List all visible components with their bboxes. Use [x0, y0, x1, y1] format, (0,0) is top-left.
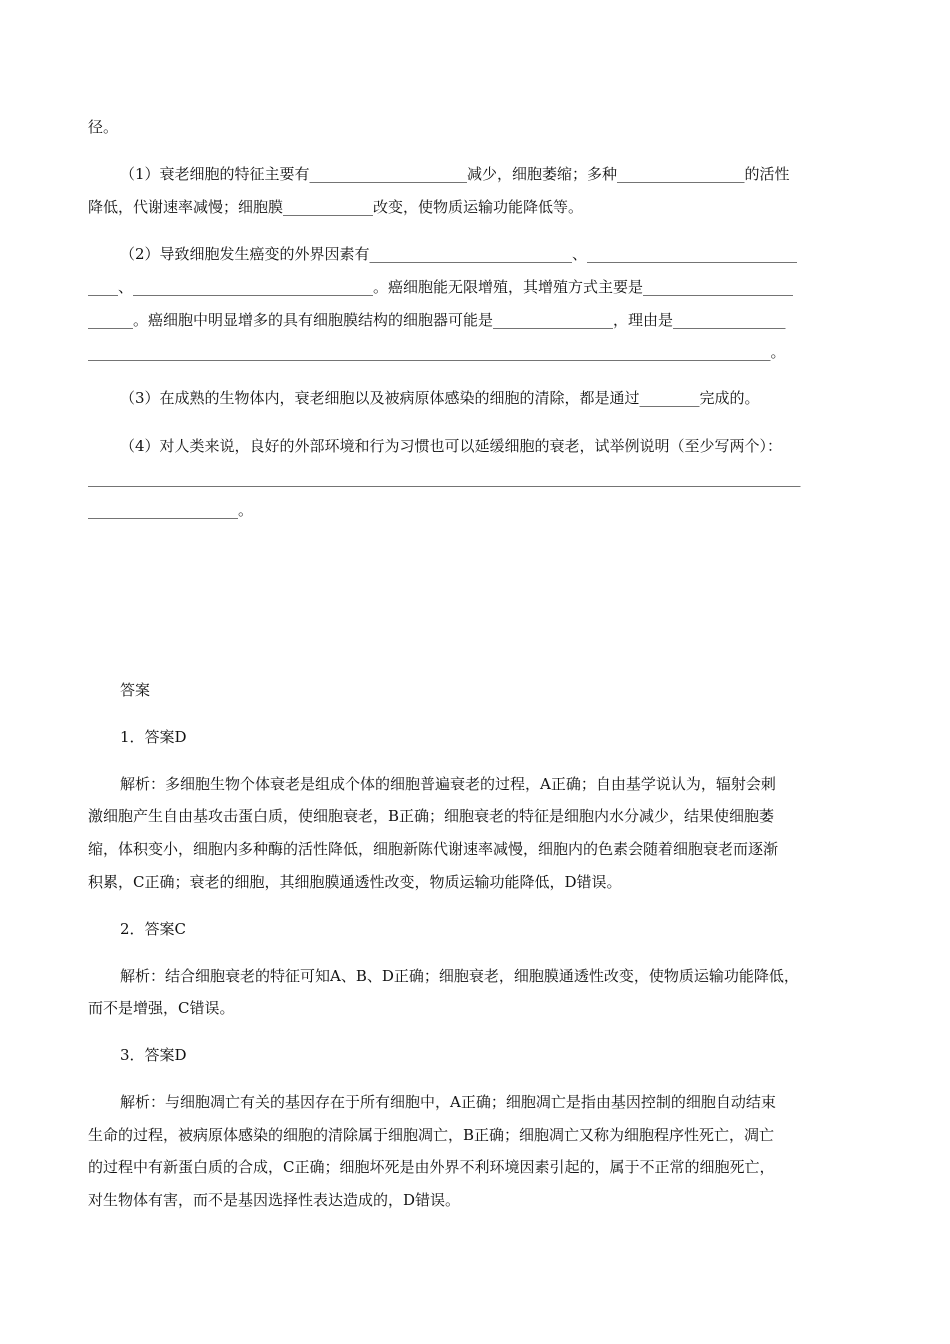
answer-3-explanation: 解析：与细胞凋亡有关的基因存在于所有细胞中，A正确；细胞凋亡是指由基因控制的细胞自动结束	[120, 1093, 776, 1111]
answer-1-explanation: 积累，C正确；衰老的细胞，其细胞膜通透性改变，物质运输功能降低，D错误。	[88, 873, 622, 891]
answer-2-explanation: 解析：结合细胞衰老的特征可知A、B、D正确；细胞衰老，细胞膜通透性改变，使物质运输功能降低，	[120, 967, 799, 985]
answer-3-label: 3．答案D	[120, 1046, 187, 1064]
question-1-line: 降低，代谢速率减慢；细胞膜____________改变，使物质运输功能降低等。	[88, 198, 584, 216]
question-2-line: （2）导致细胞发生癌变的外界因素有___________________________、____________________________	[120, 245, 798, 263]
question-2-line: ______。癌细胞中明显增多的具有细胞膜结构的细胞器可能是________________，理由是_______________	[88, 311, 786, 329]
question-4-line: _______________________________________________________________________________________________	[88, 469, 801, 487]
answer-2-label: 2．答案C	[120, 920, 187, 938]
answer-1-label: 1．答案D	[120, 728, 187, 746]
question-2-line: ___________________________________________________________________________________________。	[88, 343, 786, 361]
answer-1-explanation: 激细胞产生自由基攻击蛋白质，使细胞衰老，B正确；细胞衰老的特征是细胞内水分减少，结果使细胞萎	[88, 807, 775, 825]
answer-2-explanation: 而不是增强，C错误。	[88, 999, 235, 1017]
answer-3-explanation: 对生物体有害，而不是基因选择性表达造成的，D错误。	[88, 1191, 461, 1209]
answer-1-explanation: 解析：多细胞生物个体衰老是组成个体的细胞普遍衰老的过程，A正确；自由基学说认为，辐射会刺	[120, 775, 776, 793]
question-4-line: ____________________。	[88, 501, 254, 519]
question-4-line: （4）对人类来说，良好的外部环境和行为习惯也可以延缓细胞的衰老，试举例说明（至少写两个）：	[120, 437, 783, 455]
question-2-line: ____、________________________________。癌细胞能无限增殖，其增殖方式主要是____________________	[88, 278, 794, 296]
answer-1-explanation: 缩，体积变小，细胞内多种酶的活性降低，细胞新陈代谢速率减慢，细胞内的色素会随着细胞衰老而逐渐	[88, 840, 779, 858]
answer-3-explanation: 生命的过程，被病原体感染的细胞的清除属于细胞凋亡，B正确；细胞凋亡又称为细胞程序性死亡，凋亡	[88, 1126, 775, 1144]
answer-3-explanation: 的过程中有新蛋白质的合成，C正确；细胞坏死是由外界不利环境因素引起的，属于不正常的细胞死亡，	[88, 1158, 775, 1176]
question-3-line: （3）在成熟的生物体内，衰老细胞以及被病原体感染的细胞的清除，都是通过________完成的。	[120, 389, 760, 407]
question-1-line: （1）衰老细胞的特征主要有_____________________减少，细胞萎缩；多种_________________的活性	[120, 165, 790, 183]
text-line: 径。	[88, 118, 119, 136]
answers-heading: 答案	[120, 681, 151, 699]
